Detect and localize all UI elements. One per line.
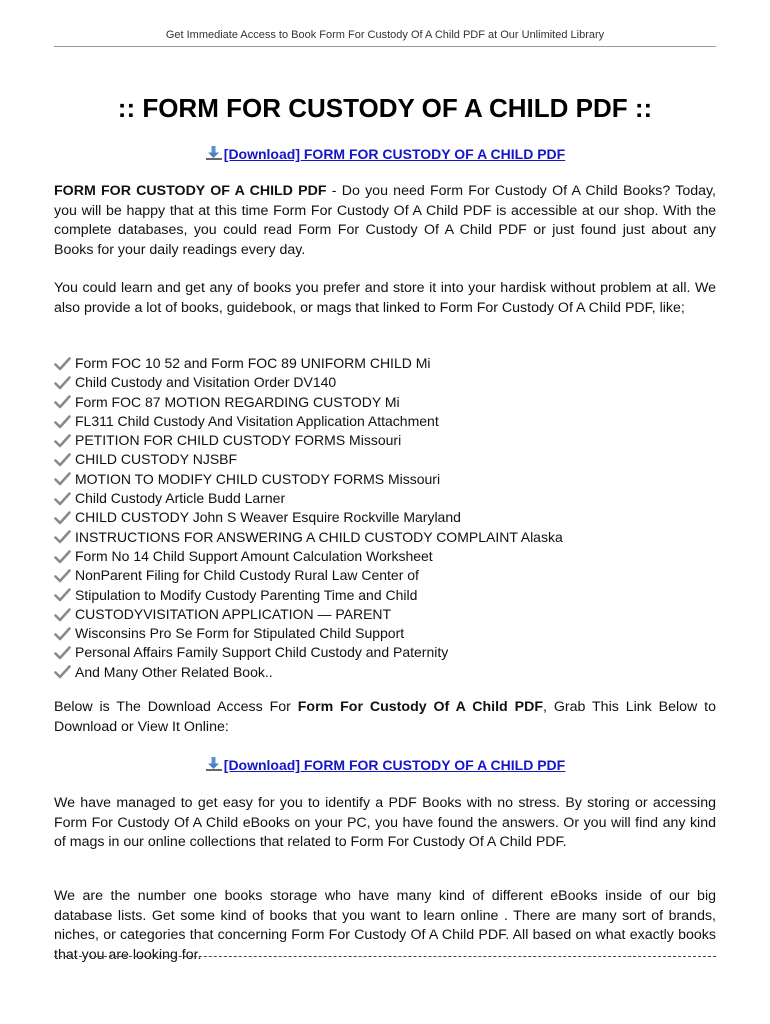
list-item-label: Wisconsins Pro Se Form for Stipulated Child Support — [75, 625, 405, 642]
list-item-label: PETITION FOR CHILD CUSTODY FORMS Missouri — [75, 432, 402, 449]
intro-bold: FORM FOR CUSTODY OF A CHILD PDF — [54, 183, 327, 199]
below-bold: Form For Custody Of A Child PDF — [297, 699, 543, 715]
list-item — [54, 354, 563, 373]
download-access-paragraph — [54, 698, 716, 737]
paragraph-5: We are the number one books storage who have many kind of different eBooks inside of our big database lists. Get some kind of books that you want to learn online . There are many sort of brands, niches, or categories that concerning Form For Custody Of A Child PDF. All based on what exactly books that you are looking for. — [54, 888, 716, 963]
book-list — [54, 354, 563, 682]
download-link-top[interactable] — [0, 145, 770, 162]
list-item-label: Stipulation to Modify Custody Parenting Time and Child — [75, 586, 418, 603]
list-item-label: Form No 14 Child Support Amount Calculation Worksheet — [75, 547, 433, 564]
list-item — [54, 643, 563, 662]
download-link-label[interactable]: [Download] FORM FOR CUSTODY OF A CHILD PDF — [223, 757, 566, 773]
list-item — [54, 663, 563, 682]
checkmark-icon — [54, 569, 71, 583]
list-item — [54, 566, 563, 585]
checkmark-icon — [54, 665, 71, 679]
list-item-label: FL311 Child Custody And Visitation Application Attachment — [75, 412, 439, 429]
checkmark-icon — [54, 453, 71, 467]
list-item — [54, 393, 563, 412]
list-item-label: Form FOC 87 MOTION REGARDING CUSTODY Mi — [75, 393, 400, 410]
list-item — [54, 547, 563, 566]
list-item — [54, 412, 563, 431]
header-tagline: Get Immediate Access to Book Form For Custody Of A Child PDF at Our Unlimited Library — [165, 29, 605, 41]
list-item-label: Child Custody Article Budd Larner — [75, 490, 286, 507]
list-item — [54, 470, 563, 489]
list-item-label: CHILD CUSTODY NJSBF — [75, 451, 238, 468]
list-item-label: CUSTODYVISITATION APPLICATION — PARENT — [75, 605, 392, 622]
checkmark-icon — [54, 627, 71, 641]
page-title: :: FORM FOR CUSTODY OF A CHILD PDF :: — [117, 93, 653, 123]
list-item-label: MOTION TO MODIFY CHILD CUSTODY FORMS Missouri — [75, 470, 441, 487]
list-item — [54, 373, 563, 392]
paragraph-2: You could learn and get any of books you prefer and store it into your hardisk without problem at all. We also provide a lot of books, guidebook, or mags that linked to Form For Custody Of A Child PDF, like; — [54, 280, 716, 316]
list-item — [54, 450, 563, 469]
checkmark-icon — [54, 395, 71, 409]
list-item-label: CHILD CUSTODY John S Weaver Esquire Rockville Maryland — [75, 509, 461, 526]
list-item-label: Personal Affairs Family Support Child Custody and Paternity — [75, 644, 449, 661]
below-pre: Below is The Download Access For — [54, 699, 298, 715]
list-item — [54, 605, 563, 624]
list-item — [54, 624, 563, 643]
checkmark-icon — [54, 415, 71, 429]
checkmark-icon — [54, 472, 71, 486]
checkmark-icon — [54, 550, 71, 564]
below-post: , Grab This Link Below to Download or View It Online: — [54, 699, 716, 735]
download-link-label[interactable]: [Download] FORM FOR CUSTODY OF A CHILD PDF — [223, 146, 566, 162]
list-item — [54, 508, 563, 527]
list-item-label: And Many Other Related Book.. — [75, 663, 273, 680]
list-item-label: NonParent Filing for Child Custody Rural Law Center of — [75, 567, 419, 584]
checkmark-icon — [54, 588, 71, 602]
list-item — [54, 431, 563, 450]
checkmark-icon — [54, 511, 71, 525]
list-item — [54, 586, 563, 605]
checkmark-icon — [54, 530, 71, 544]
list-item — [54, 489, 563, 508]
list-item-label: Child Custody and Visitation Order DV140 — [75, 374, 337, 391]
checkmark-icon — [54, 492, 71, 506]
intro-text: - Do you need Form For Custody Of A Child Books? Today, you will be happy that at this time Form For Custody Of A Child PDF is accessible at our shop. With the complete databases, you could read Form For Custody Of A Child PDF or just found just about any Books for your daily readings every day. — [54, 183, 716, 258]
list-item-label: Form FOC 10 52 and Form FOC 89 UNIFORM CHILD Mi — [75, 355, 431, 371]
page-cut-divider — [54, 956, 716, 957]
download-arrow-icon — [205, 145, 223, 161]
checkmark-icon — [54, 434, 71, 448]
header-divider — [54, 46, 716, 47]
intro-paragraph — [54, 182, 716, 260]
list-item-label: INSTRUCTIONS FOR ANSWERING A CHILD CUSTODY COMPLAINT Alaska — [75, 528, 563, 545]
checkmark-icon — [54, 608, 71, 622]
list-item — [54, 528, 563, 547]
checkmark-icon — [54, 357, 71, 371]
download-link-bottom[interactable] — [0, 756, 770, 773]
download-arrow-icon — [205, 756, 223, 772]
checkmark-icon — [54, 376, 71, 390]
checkmark-icon — [54, 646, 71, 660]
paragraph-4: We have managed to get easy for you to identify a PDF Books with no stress. By storing or accessing Form For Custody Of A Child eBooks on your PC, you have found the answers. Or you will find any kind of mags in our online collections that related to Form For Custody Of A Child PDF. — [54, 795, 716, 850]
